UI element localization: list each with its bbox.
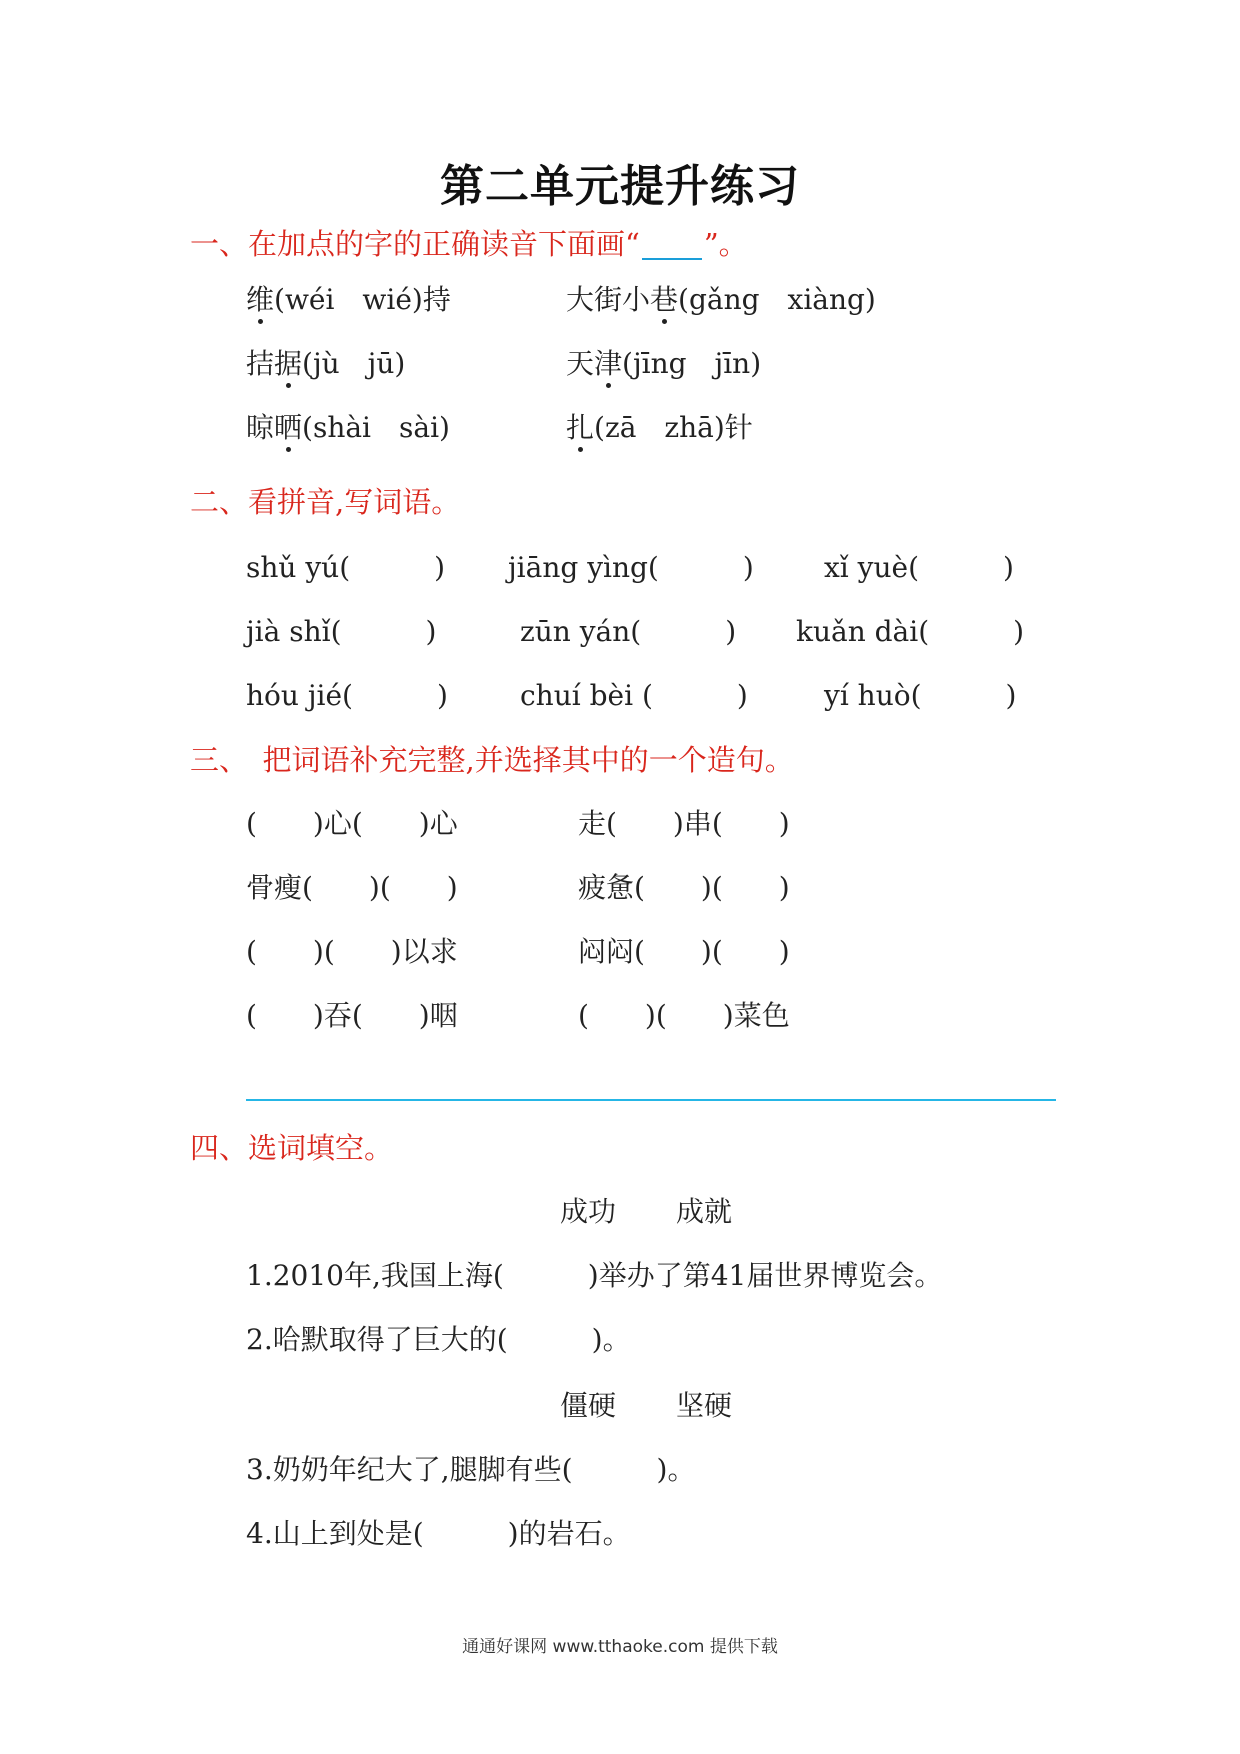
idiom-completion-item[interactable]: ( )( )菜色	[578, 999, 790, 1032]
section-3-heading: 三、 把词语补充完整,并选择其中的一个造句。	[190, 743, 794, 777]
idiom-completion-item[interactable]: ( )心( )心	[246, 807, 458, 840]
section-4-heading: 四、选词填空。	[190, 1131, 394, 1165]
dotted-char: 晒	[274, 411, 303, 444]
pinyin-options[interactable]: (gǎng xiàng)	[678, 283, 876, 316]
word-choice-option: 坚硬	[676, 1389, 733, 1422]
word-choice-option: 成功	[560, 1195, 617, 1228]
pinyin-write-item[interactable]: hóu jié( )	[246, 679, 448, 712]
pinyin-write-item[interactable]: shǔ yú( )	[246, 551, 446, 584]
pinyin-write-item[interactable]: zūn yán( )	[520, 615, 737, 648]
pinyin-options[interactable]: (jīng jīn)	[622, 347, 762, 380]
pinyin-options[interactable]: (shài sài)	[302, 411, 450, 444]
pinyin-write-item[interactable]: chuí bèi ( )	[520, 679, 748, 712]
section-2-heading: 二、看拼音,写词语。	[190, 485, 461, 519]
idiom-completion-item[interactable]: 闷闷( )( )	[578, 935, 790, 968]
pinyin-choice-item	[566, 342, 761, 382]
dotted-char: 巷	[650, 283, 679, 316]
idiom-completion-item[interactable]: 走( )串( )	[578, 807, 790, 840]
pinyin-options[interactable]: (zā zhā)针	[594, 411, 753, 444]
word-part: 拮	[246, 347, 275, 380]
section-1-heading-prefix: 一、在加点的字的正确读音下面画“	[190, 227, 640, 261]
page-title: 第二单元提升练习	[440, 161, 800, 212]
fill-blank-question[interactable]: 2.哈默取得了巨大的( )。	[246, 1323, 631, 1356]
pinyin-choice-item	[246, 342, 405, 382]
dotted-char: 津	[594, 347, 623, 380]
fill-blank-question[interactable]: 3.奶奶年纪大了,腿脚有些( )。	[246, 1453, 696, 1486]
pinyin-choice-item	[246, 406, 450, 446]
fill-blank-question[interactable]: 4.山上到处是( )的岩石。	[246, 1517, 631, 1550]
idiom-completion-item[interactable]: ( )( )以求	[246, 935, 458, 968]
word-choice-option: 成就	[676, 1195, 733, 1228]
pinyin-write-item[interactable]: jià shǐ( )	[246, 615, 437, 648]
pinyin-write-item[interactable]: kuǎn dài( )	[796, 615, 1025, 648]
pinyin-choice-item	[246, 278, 451, 318]
idiom-completion-item[interactable]: 骨瘦( )( )	[246, 871, 458, 904]
section-1-heading	[190, 222, 748, 263]
dotted-char: 据	[274, 347, 303, 380]
pinyin-write-item[interactable]: jiāng yìng( )	[508, 551, 754, 584]
dotted-char: 维	[246, 283, 275, 316]
underline-sample	[642, 258, 702, 260]
pinyin-write-item[interactable]: yí huò( )	[824, 679, 1017, 712]
word-part: 大街小	[566, 283, 651, 316]
idiom-completion-item[interactable]: ( )吞( )咽	[246, 999, 458, 1032]
pinyin-write-item[interactable]: xǐ yuè( )	[824, 551, 1014, 584]
pinyin-options[interactable]: (wéi wié)持	[274, 283, 451, 316]
sentence-answer-line[interactable]	[246, 1099, 1056, 1101]
word-choice-option: 僵硬	[560, 1389, 617, 1422]
pinyin-choice-item	[566, 406, 753, 446]
fill-blank-question[interactable]: 1.2010年,我国上海( )举办了第41届世界博览会。	[246, 1259, 943, 1292]
pinyin-options[interactable]: (jù jū)	[302, 347, 406, 380]
word-part: 天	[566, 347, 595, 380]
dotted-char: 扎	[566, 411, 595, 444]
word-part: 晾	[246, 411, 275, 444]
pinyin-choice-item	[566, 278, 876, 318]
idiom-completion-item[interactable]: 疲惫( )( )	[578, 871, 790, 904]
page-footer: 通通好课网 www.tthaoke.com 提供下载	[462, 1637, 778, 1657]
section-1-heading-suffix: ”。	[703, 227, 748, 261]
